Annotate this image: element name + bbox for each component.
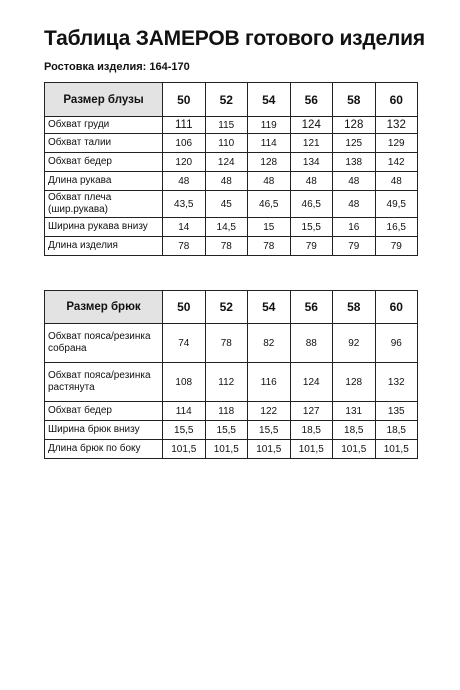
size-header: 58 [333,291,376,324]
cell-value: 128 [333,363,376,402]
cell-value: 127 [290,402,333,421]
table-row [45,421,418,440]
row-label: Обхват талии [45,134,163,153]
cell-value: 101,5 [205,440,248,459]
table-row [45,218,418,237]
cell-value: 112 [205,363,248,402]
cell-value: 124 [290,363,333,402]
cell-value: 46,5 [248,191,291,218]
row-label: Ширина рукава внизу [45,218,163,237]
cell-value: 129 [375,134,418,153]
size-header: 54 [248,291,291,324]
cell-value: 15 [248,218,291,237]
table-header-row [45,83,418,117]
cell-value: 15,5 [163,421,206,440]
size-header: 60 [375,291,418,324]
cell-value: 128 [248,153,291,172]
row-label: Длина брюк по боку [45,440,163,459]
table-row [45,191,418,218]
cell-value: 48 [290,172,333,191]
cell-value: 82 [248,324,291,363]
cell-value: 15,5 [248,421,291,440]
size-header: 60 [375,83,418,117]
cell-value: 128 [333,117,376,134]
row-label: Обхват бедер [45,402,163,421]
cell-value: 120 [163,153,206,172]
cell-value: 16,5 [375,218,418,237]
cell-value: 15,5 [205,421,248,440]
cell-value: 114 [163,402,206,421]
size-header: 56 [290,83,333,117]
size-header: 50 [163,83,206,117]
header-label: Размер брюк [45,291,163,324]
row-label: Обхват пояса/резинка растянута [45,363,163,402]
cell-value: 15,5 [290,218,333,237]
cell-value: 119 [248,117,291,134]
cell-value: 138 [333,153,376,172]
cell-value: 135 [375,402,418,421]
table-row [45,153,418,172]
cell-value: 116 [248,363,291,402]
cell-value: 48 [248,172,291,191]
cell-value: 118 [205,402,248,421]
table-header-row [45,291,418,324]
cell-value: 115 [205,117,248,134]
cell-value: 74 [163,324,206,363]
table-row [45,324,418,363]
cell-value: 121 [290,134,333,153]
cell-value: 124 [205,153,248,172]
table-row [45,172,418,191]
cell-value: 78 [205,237,248,256]
cell-value: 114 [248,134,291,153]
table-row [45,440,418,459]
cell-value: 78 [205,324,248,363]
row-label: Длина рукава [45,172,163,191]
cell-value: 101,5 [248,440,291,459]
cell-value: 48 [205,172,248,191]
table-row [45,402,418,421]
cell-value: 78 [163,237,206,256]
cell-value: 16 [333,218,376,237]
cell-value: 45 [205,191,248,218]
cell-value: 106 [163,134,206,153]
cell-value: 79 [333,237,376,256]
cell-value: 48 [375,172,418,191]
cell-value: 92 [333,324,376,363]
size-header: 50 [163,291,206,324]
cell-value: 101,5 [163,440,206,459]
cell-value: 14,5 [205,218,248,237]
cell-value: 46,5 [290,191,333,218]
cell-value: 111 [163,117,206,134]
row-label: Длина изделия [45,237,163,256]
cell-value: 131 [333,402,376,421]
cell-value: 43,5 [163,191,206,218]
cell-value: 125 [333,134,376,153]
cell-value: 48 [333,191,376,218]
page-title: Таблица ЗАМЕРОВ готового изделия [44,27,425,50]
cell-value: 79 [290,237,333,256]
row-label: Обхват груди [45,117,163,134]
cell-value: 134 [290,153,333,172]
table-row [45,363,418,402]
cell-value: 78 [248,237,291,256]
cell-value: 110 [205,134,248,153]
cell-value: 14 [163,218,206,237]
cell-value: 132 [375,117,418,134]
size-header: 52 [205,83,248,117]
cell-value: 132 [375,363,418,402]
cell-value: 101,5 [333,440,376,459]
cell-value: 18,5 [375,421,418,440]
cell-value: 18,5 [290,421,333,440]
cell-value: 88 [290,324,333,363]
cell-value: 122 [248,402,291,421]
cell-value: 142 [375,153,418,172]
cell-value: 108 [163,363,206,402]
size-header: 56 [290,291,333,324]
table-row [45,134,418,153]
cell-value: 49,5 [375,191,418,218]
cell-value: 124 [290,117,333,134]
row-label: Обхват плеча (шир.рукава) [45,191,163,218]
size-header: 58 [333,83,376,117]
blouse-size-table [44,82,418,256]
cell-value: 101,5 [290,440,333,459]
header-label: Размер блузы [45,83,163,117]
cell-value: 79 [375,237,418,256]
cell-value: 96 [375,324,418,363]
cell-value: 101,5 [375,440,418,459]
cell-value: 18,5 [333,421,376,440]
table-row [45,117,418,134]
table-row [45,237,418,256]
height-range-note: Ростовка изделия: 164-170 [44,61,190,73]
row-label: Обхват пояса/резинка собрана [45,324,163,363]
trousers-size-table [44,290,418,459]
size-header: 52 [205,291,248,324]
size-header: 54 [248,83,291,117]
cell-value: 48 [163,172,206,191]
row-label: Обхват бедер [45,153,163,172]
row-label: Ширина брюк внизу [45,421,163,440]
cell-value: 48 [333,172,376,191]
